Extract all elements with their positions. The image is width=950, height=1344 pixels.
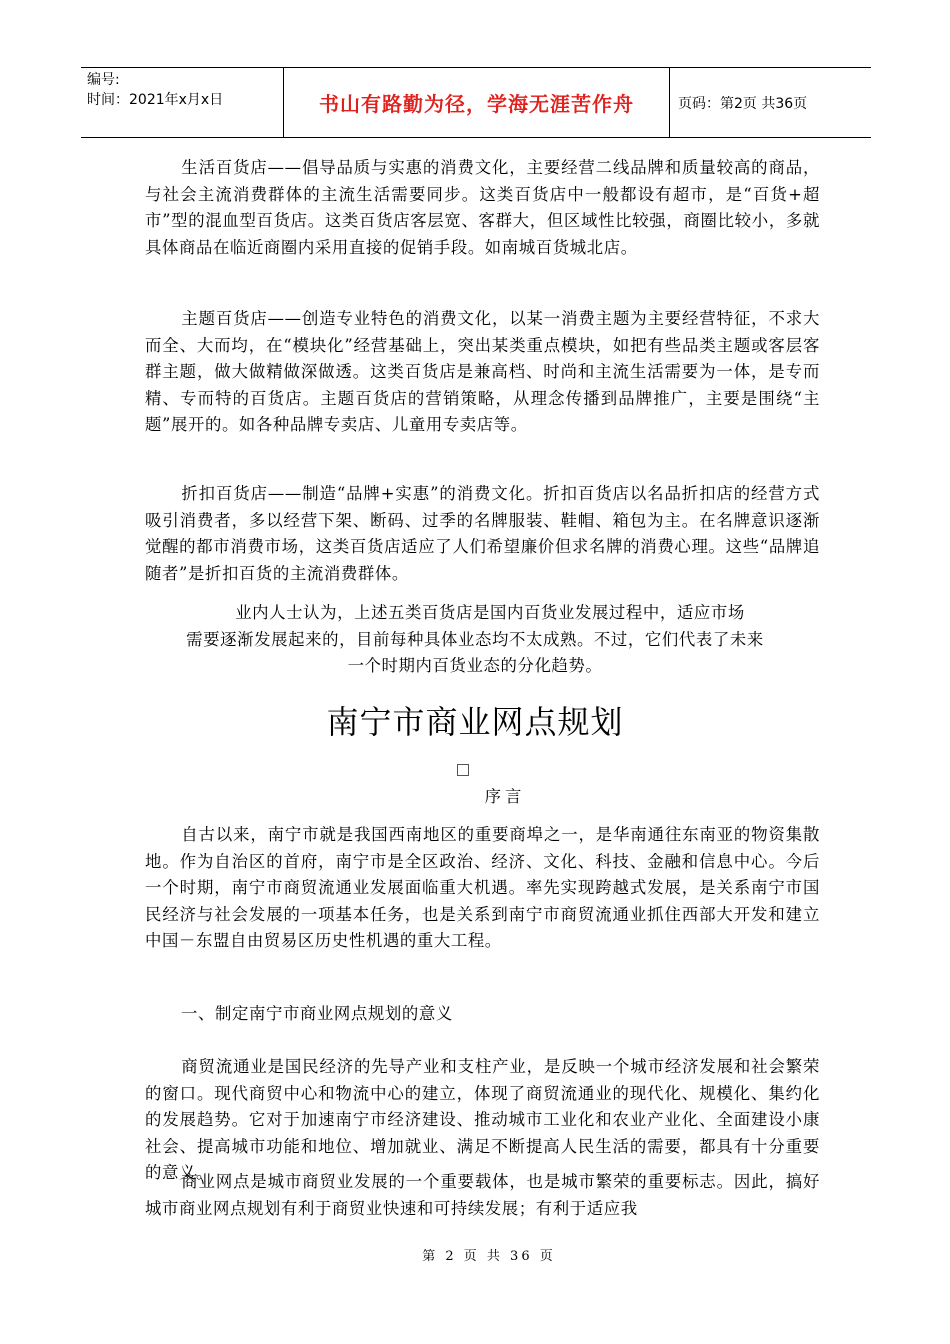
industry-opinion-block bbox=[150, 600, 800, 680]
paragraph-lifestyle-store bbox=[145, 155, 820, 261]
header-motto: 书山有路勤为径，学海无涯苦作舟 bbox=[319, 92, 634, 116]
paragraph-text: 商贸流通业是国民经济的先导产业和支柱产业，是反映一个城市经济发展和社会繁荣的窗口。现代商贸中心和物流中心的建立，体现了商贸流通业的现代化、规模化、集约化的发展趋势。它对于加速南宁市经济建设、推动城市工业化和农业产业化、全面建设小康社会、提高城市功能和地位、增加就业、满足不断提高人民生活的需要，都具有十分重要的意义。 bbox=[145, 1057, 820, 1182]
paragraph-text: 主题百货店——创造专业特色的消费文化，以某一消费主题为主要经营特征，不求大而全、大而均，在“模块化”经营基础上，突出某类重点模块，如把有些品类主题或客层客群主题，做大做精做深做透。这类百货店是兼高档、时尚和主流生活需要为一体，是专而精、专而特的百货店。主题百货店的营销策略，从理念传播到品牌推广，主要是围绕“主题”展开的。如各种品牌专卖店、儿童用专卖店等。 bbox=[145, 309, 820, 434]
header-motto-cell bbox=[284, 68, 670, 137]
paragraph-discount-store bbox=[145, 481, 820, 587]
paragraph-text: 自古以来，南宁市就是我国西南地区的重要商埠之一，是华南通往东南亚的物资集散地。作为自治区的首府，南宁市是全区政治、经济、文化、科技、金融和信息中心。今后一个时期，南宁市商贸流通业发展面临重大机遇。率先实现跨越式发展，是关系南宁市国民经济与社会发展的一项基本任务，也是关系到南宁市商贸流通业抓住西部大开发和建立中国－东盟自由贸易区历史性机遇的重大工程。 bbox=[145, 825, 820, 950]
paragraph-text: 商业网点是城市商贸业发展的一个重要载体，也是城市繁荣的重要标志。因此，搞好城市商业网点规划有利于商贸业快速和可持续发展；有利于适应我 bbox=[145, 1172, 820, 1218]
quote-line: 业内人士认为，上述五类百货店是国内百货业发展过程中，适应市场 bbox=[235, 603, 745, 622]
quote-line: 一个时期内百货业态的分化趋势。 bbox=[347, 656, 603, 675]
document-number-label: 编号: bbox=[87, 72, 120, 88]
paragraph-text: 生活百货店——倡导品质与实惠的消费文化，主要经营二线品牌和质量较高的商品，与社会主流消费群体的主流生活需要同步。这类百货店中一般都设有超市，是“百货+超市”型的混血型百货店。这类百货店客层宽、客群大，但区域性比较强，商圈比较小，多就具体商品在临近商圈内采用直接的促销手段。如南城百货城北店。 bbox=[145, 158, 820, 257]
document-title: 南宁市商业网点规划 bbox=[326, 703, 624, 741]
document-time-label: 时间：2021年x月x日 bbox=[87, 92, 224, 108]
section-heading-significance bbox=[145, 1001, 820, 1028]
paragraph-intro bbox=[145, 822, 820, 955]
header-left-cell bbox=[81, 68, 284, 137]
preface-heading: 序言 bbox=[484, 787, 526, 806]
section-heading-text: 一、制定南宁市商业网点规划的意义 bbox=[181, 1004, 453, 1023]
paragraph-text: 折扣百货店——制造“品牌+实惠”的消费文化。折扣百货店以名品折扣店的经营方式吸引消费者，多以经营下架、断码、过季的名牌服装、鞋帽、箱包为主。在名牌意识逐渐觉醒的都市消费市场，这类百货店适应了人们希望廉价但求名牌的消费心理。这些“品牌追随者”是折扣百货的主流消费群体。 bbox=[145, 484, 820, 583]
checkbox-icon bbox=[457, 764, 469, 776]
page-footer: 第 2 页 共 36 页 bbox=[422, 1249, 556, 1264]
paragraph-commercial-network bbox=[145, 1169, 820, 1222]
page-header bbox=[81, 67, 871, 138]
header-page-cell bbox=[670, 68, 871, 137]
header-page-info: 页码：第2页 共36页 bbox=[678, 95, 808, 112]
paragraph-commerce-role bbox=[145, 1054, 820, 1187]
paragraph-theme-store bbox=[145, 306, 820, 439]
quote-line: 需要逐渐发展起来的，目前每种具体业态均不太成熟。不过，它们代表了未来 bbox=[186, 629, 764, 649]
